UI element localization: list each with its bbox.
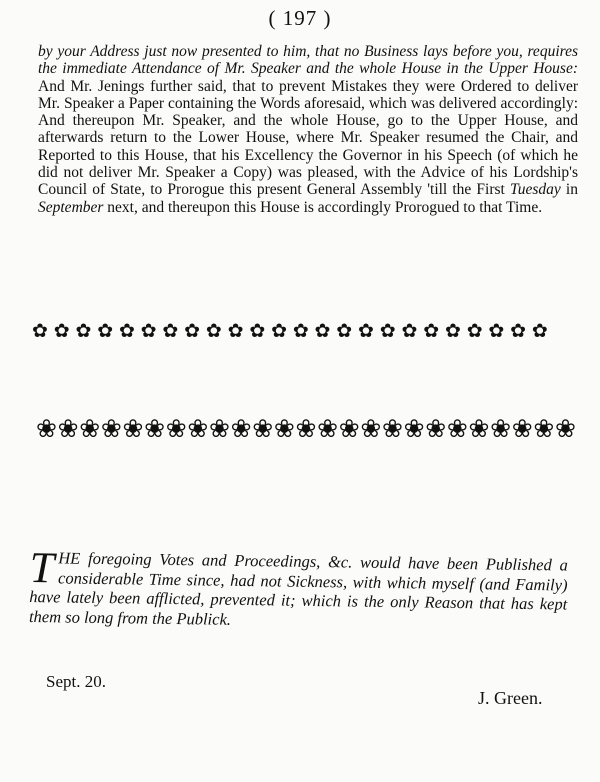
- flower-ornament-icon: ❀: [382, 415, 403, 443]
- lead-italic-text: by your Address just now presented to him, that no Business lays before you, requires the immediate Attendance of Mr. Speaker and the whole House in the Upper House:: [38, 43, 578, 78]
- flower-ornament-icon: ✿: [314, 320, 331, 342]
- flower-ornament-icon: ✿: [336, 320, 353, 342]
- flower-ornament-icon: ❀: [209, 415, 230, 443]
- flower-ornament-icon: ✿: [227, 320, 244, 342]
- body-text-2: in: [560, 181, 578, 199]
- flower-ornament-icon: ✿: [53, 320, 70, 342]
- flower-ornament-icon: ❀: [122, 415, 144, 443]
- flower-ornament-icon: ✿: [162, 320, 179, 342]
- body-paragraph: [38, 43, 578, 216]
- flower-ornament-icon: ❀: [360, 415, 382, 443]
- printer-notice: [28, 543, 568, 634]
- flower-ornament-icon: ✿: [292, 320, 309, 342]
- flower-ornament-icon: ✿: [510, 320, 527, 342]
- printer-signature: J. Green.: [478, 688, 543, 708]
- flower-ornament-icon: ❀: [144, 415, 166, 443]
- flower-ornament-icon: ✿: [531, 320, 548, 342]
- date-line: Sept. 20.: [46, 672, 106, 691]
- flower-ornament-icon: ❀: [403, 415, 425, 443]
- flower-ornament-icon: ✿: [249, 320, 266, 342]
- flower-ornament-icon: ❀: [446, 415, 468, 443]
- flower-ornament-icon: ❀: [252, 415, 274, 443]
- flower-ornament-icon: ✿: [118, 320, 135, 342]
- notice-text: HE foregoing Votes and Proceedings, &c. would have been Published a considerable Time since, had not Sickness, with which myself (and Family) have lately been afflicted, prevented it; which is the only Reason that has kept them so long from the Publick.: [28, 548, 568, 629]
- flower-ornament-icon: ❀: [36, 415, 57, 443]
- body-text-1: And Mr. Jenings further said, that to prevent Mistakes they were Ordered to deliver Mr. Speaker a Paper containing the Words aforesaid, which was delivered accordingly: And thereupon Mr. Speaker, and the whole House, go to the Upper House, and afterwards return to the Lower House, where Mr. Speaker resumed the Chair, and Reported to this House, that his Excellency the Governor in his Speech (of which he did not deliver Mr. Speaker a Copy) was pleased, with the Advice of his Lordship's Council of State, to Prorogue this present General Assembly 'till the First: [38, 77, 578, 199]
- flower-ornament-icon: ❀: [230, 415, 252, 443]
- flower-ornament-icon: ❀: [425, 415, 447, 443]
- tuesday-text: Tuesday: [509, 181, 561, 199]
- flower-ornament-icon: ✿: [32, 320, 48, 342]
- flower-ornament-icon: ❀: [338, 415, 360, 443]
- flower-ornament-icon: ✿: [97, 320, 114, 342]
- flower-ornament-icon: ✿: [444, 320, 461, 342]
- flower-ornament-icon: ❀: [533, 415, 555, 443]
- flower-ornament-icon: ✿: [401, 320, 418, 342]
- flower-ornament-icon: ❀: [490, 415, 512, 443]
- body-text-3: next, and thereupon this House is accordingly Prorogued to that Time.: [103, 198, 543, 216]
- flower-ornament-icon: ❀: [100, 415, 122, 443]
- flower-ornament-icon: ✿: [488, 320, 505, 342]
- ornament-border-top: [32, 320, 548, 342]
- flower-ornament-icon: ❀: [57, 415, 79, 443]
- flower-ornament-icon: ✿: [184, 320, 201, 342]
- flower-ornament-icon: ✿: [358, 320, 374, 342]
- september-text: September: [38, 198, 104, 216]
- flower-ornament-icon: ✿: [466, 320, 483, 342]
- flower-ornament-icon: ✿: [423, 320, 440, 342]
- flower-ornament-icon: ❀: [511, 415, 533, 443]
- flower-ornament-icon: ✿: [205, 320, 222, 342]
- flower-ornament-icon: ❀: [317, 415, 339, 443]
- flower-ornament-icon: ❀: [468, 415, 490, 443]
- flower-ornament-icon: ❀: [165, 415, 187, 443]
- flower-ornament-icon: ❀: [79, 415, 101, 443]
- flower-ornament-icon: ✿: [271, 320, 287, 342]
- page-number: ( 197 ): [268, 6, 332, 30]
- flower-ornament-icon: ❀: [187, 415, 209, 443]
- ornament-border-bottom: [36, 414, 576, 444]
- drop-cap: T: [29, 543, 55, 593]
- flower-ornament-icon: ❀: [295, 415, 317, 443]
- flower-ornament-icon: ✿: [140, 320, 157, 342]
- flower-ornament-icon: ❀: [273, 415, 295, 443]
- flower-ornament-icon: ❀: [555, 415, 576, 443]
- flower-ornament-icon: ✿: [75, 320, 92, 342]
- flower-ornament-icon: ✿: [379, 320, 396, 342]
